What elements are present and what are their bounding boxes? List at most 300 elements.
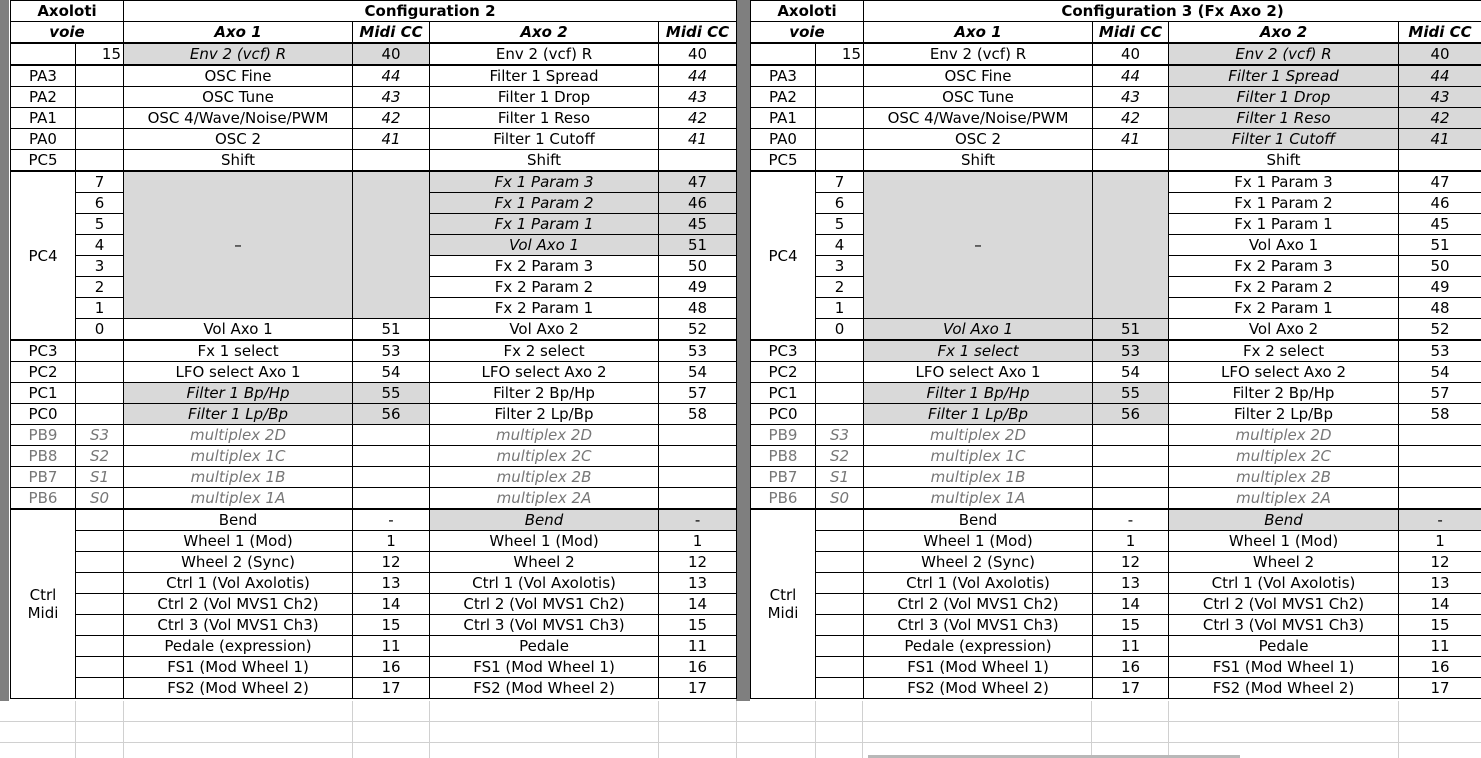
axo1-cc-cell: 16 <box>1093 657 1169 678</box>
axo1-cell: OSC Tune <box>124 87 353 108</box>
axo2-cc-cell <box>1399 150 1481 172</box>
voie-cell: S3 <box>76 425 124 446</box>
axo2-cc-cell: 54 <box>659 362 737 383</box>
voie-cell: 15 <box>816 43 864 65</box>
voie-cell <box>76 615 124 636</box>
axo2-cell: Filter 1 Drop <box>430 87 659 108</box>
empty-grid-col <box>429 701 430 758</box>
voie-cell: 2 <box>76 277 124 298</box>
empty-grid-line <box>0 742 1481 743</box>
config-title: Configuration 3 (Fx Axo 2) <box>864 1 1481 22</box>
axo1-cc-cell: 15 <box>353 615 430 636</box>
voie-cell <box>816 87 864 108</box>
axo1-cc-cell: - <box>353 509 430 531</box>
axo2-cell: Filter 2 Bp/Hp <box>430 383 659 404</box>
empty-grid-col <box>736 701 737 758</box>
voie-cell: S0 <box>76 488 124 510</box>
axo1-cell: Ctrl 2 (Vol MVS1 Ch2) <box>124 594 353 615</box>
empty-grid-line <box>0 721 1481 722</box>
pin-cell: PA0 <box>751 129 816 150</box>
voie-cell: 5 <box>76 214 124 235</box>
axo2-cc-cell: 14 <box>1399 594 1481 615</box>
axo1-cell: multiplex 2D <box>864 425 1093 446</box>
axo1-cell: Env 2 (vcf) R <box>864 43 1093 65</box>
voie-cell <box>76 636 124 657</box>
axo2-cc-cell: 49 <box>659 277 737 298</box>
axo2-cc-cell <box>659 467 737 488</box>
axo2-cell: Filter 1 Cutoff <box>430 129 659 150</box>
axo1-cc-cell: 13 <box>353 573 430 594</box>
axo1-cc-cell: 56 <box>1093 404 1169 425</box>
pin-cell: PB8 <box>11 446 76 467</box>
axo2-cell: Fx 1 Param 2 <box>1169 193 1399 214</box>
axo2-cell: Env 2 (vcf) R <box>430 43 659 65</box>
axo2-cc-cell: 46 <box>1399 193 1481 214</box>
axo1-cell: Vol Axo 1 <box>864 319 1093 341</box>
axo2-cell: Filter 1 Drop <box>1169 87 1399 108</box>
axo1-cc-cell: 13 <box>1093 573 1169 594</box>
axo1-cell: Vol Axo 1 <box>124 319 353 341</box>
axo2-cell: Fx 2 Param 1 <box>430 298 659 319</box>
pin-cell: PC3 <box>11 340 76 362</box>
axo2-cc-cell <box>659 150 737 172</box>
axo1-cell: OSC Fine <box>864 65 1093 87</box>
voie-cell <box>816 340 864 362</box>
axo1-cc-cell <box>1093 467 1169 488</box>
pin-cell: PA2 <box>11 87 76 108</box>
center-frame-bar <box>736 0 750 701</box>
pin-cell: PC2 <box>751 362 816 383</box>
axo1-cell: FS1 (Mod Wheel 1) <box>864 657 1093 678</box>
pin-cell: PA3 <box>11 65 76 87</box>
voie-cell: 7 <box>816 171 864 193</box>
axo2-cell: Fx 1 Param 1 <box>1169 214 1399 235</box>
axo2-cell: Pedale <box>430 636 659 657</box>
axo2-cell: Filter 1 Reso <box>1169 108 1399 129</box>
axo1-cell: multiplex 1C <box>864 446 1093 467</box>
axo2-cc-cell: 57 <box>1399 383 1481 404</box>
ctrl-midi-label-line: Ctrl <box>769 586 797 604</box>
axo2-cc-cell: 43 <box>659 87 737 108</box>
voie-cell <box>816 404 864 425</box>
axo2-cc-cell: 57 <box>659 383 737 404</box>
voie-cell <box>76 65 124 87</box>
axo2-cc-cell: 51 <box>659 235 737 256</box>
voie-cell: S2 <box>816 446 864 467</box>
axo2-cc-cell: 48 <box>1399 298 1481 319</box>
axo2-cell: LFO select Axo 2 <box>430 362 659 383</box>
axo1-cc-cell: 53 <box>353 340 430 362</box>
axo1-cc-cell: 40 <box>353 43 430 65</box>
axo2-cc-cell: 53 <box>1399 340 1481 362</box>
axo2-cc-cell: 47 <box>1399 171 1481 193</box>
pin-cell: PB9 <box>11 425 76 446</box>
axo1-cell: Filter 1 Lp/Bp <box>864 404 1093 425</box>
axo1-cc-cell: 54 <box>1093 362 1169 383</box>
axo1-cell: FS2 (Mod Wheel 2) <box>864 678 1093 699</box>
axo2-cc-cell: 12 <box>659 552 737 573</box>
axo2-cell: multiplex 2B <box>430 467 659 488</box>
axo1-cell: LFO select Axo 1 <box>864 362 1093 383</box>
axo2-cell: Filter 2 Lp/Bp <box>1169 404 1399 425</box>
axo2-cc-cell: 14 <box>659 594 737 615</box>
pin-cell: PB7 <box>751 467 816 488</box>
voie-cell <box>816 552 864 573</box>
axo2-cc-cell: 49 <box>1399 277 1481 298</box>
axo1-cc-cell: 43 <box>353 87 430 108</box>
axo1-cc-cell: 12 <box>353 552 430 573</box>
axo2-cc-cell <box>659 488 737 510</box>
voie-cell: 3 <box>76 256 124 277</box>
axo1-cell: – <box>864 171 1093 319</box>
axo1-cc-cell <box>1093 446 1169 467</box>
voie-cell: 6 <box>816 193 864 214</box>
axo2-cc-cell: 16 <box>659 657 737 678</box>
voie-cell: 4 <box>816 235 864 256</box>
voie-cell <box>76 573 124 594</box>
axo1-cell: multiplex 2D <box>124 425 353 446</box>
pin-cell: PA3 <box>751 65 816 87</box>
axo2-cc-cell: 52 <box>1399 319 1481 341</box>
axo1-cell: Wheel 2 (Sync) <box>864 552 1093 573</box>
axo1-cell: multiplex 1B <box>864 467 1093 488</box>
axo1-cell: OSC 4/Wave/Noise/PWM <box>124 108 353 129</box>
axo2-cell: Ctrl 1 (Vol Axolotis) <box>1169 573 1399 594</box>
axo2-cc-cell <box>659 425 737 446</box>
axo2-cell: Fx 2 Param 3 <box>430 256 659 277</box>
voie-cell <box>76 594 124 615</box>
axo1-cc-cell: 14 <box>353 594 430 615</box>
axo2-cell: Bend <box>1169 509 1399 531</box>
axo2-cc-cell: 53 <box>659 340 737 362</box>
voie-cell <box>76 509 124 531</box>
axo2-cell: FS2 (Mod Wheel 2) <box>430 678 659 699</box>
pin-cell: PC4 <box>751 171 816 340</box>
axo1-cell: Filter 1 Bp/Hp <box>124 383 353 404</box>
axo2-cc-cell <box>1399 467 1481 488</box>
voie-cell <box>816 678 864 699</box>
axo2-cc-cell: 13 <box>1399 573 1481 594</box>
axo1-cc-cell <box>1093 425 1169 446</box>
axo2-cell: Ctrl 2 (Vol MVS1 Ch2) <box>1169 594 1399 615</box>
axo1-cell: multiplex 1B <box>124 467 353 488</box>
axo2-cell: Filter 2 Lp/Bp <box>430 404 659 425</box>
axo2-cc-cell: 15 <box>659 615 737 636</box>
axo2-cc-cell: 45 <box>659 214 737 235</box>
empty-grid-col <box>352 701 353 758</box>
midi-cc-header: Midi CC <box>1399 22 1481 44</box>
ctrl-midi-label <box>11 509 76 699</box>
axo2-cell: Ctrl 1 (Vol Axolotis) <box>430 573 659 594</box>
empty-grid-col <box>123 701 124 758</box>
pin-cell: PC0 <box>11 404 76 425</box>
axo2-cell: Pedale <box>1169 636 1399 657</box>
pin-cell: PA2 <box>751 87 816 108</box>
voie-cell <box>76 383 124 404</box>
axo2-cell: Vol Axo 1 <box>430 235 659 256</box>
voie-cell: 15 <box>76 43 124 65</box>
voie-cell <box>816 509 864 531</box>
axo1-cell: OSC Fine <box>124 65 353 87</box>
empty-grid-col <box>1398 701 1399 758</box>
axo1-cell: Shift <box>864 150 1093 172</box>
axo1-cell: FS1 (Mod Wheel 1) <box>124 657 353 678</box>
axo2-cc-cell: 42 <box>659 108 737 129</box>
axo2-cell: multiplex 2A <box>1169 488 1399 510</box>
axo1-cc-cell: 11 <box>1093 636 1169 657</box>
midi-cc-header: Midi CC <box>659 22 737 44</box>
axo1-cc-cell: 41 <box>1093 129 1169 150</box>
axo1-cell: Filter 1 Lp/Bp <box>124 404 353 425</box>
voie-cell <box>76 657 124 678</box>
axo2-cell: multiplex 2C <box>1169 446 1399 467</box>
voie-cell <box>816 108 864 129</box>
axo2-cell: Vol Axo 2 <box>430 319 659 341</box>
axo1-cell: FS2 (Mod Wheel 2) <box>124 678 353 699</box>
axo1-cell: multiplex 1A <box>864 488 1093 510</box>
pin-cell: PC1 <box>11 383 76 404</box>
axo2-cc-cell: 46 <box>659 193 737 214</box>
axo1-cell: Wheel 2 (Sync) <box>124 552 353 573</box>
axo2-cc-cell: 42 <box>1399 108 1481 129</box>
axo1-header: Axo 1 <box>124 22 353 44</box>
axo2-header: Axo 2 <box>430 22 659 44</box>
empty-grid-col <box>1091 701 1092 758</box>
voie-header: voie <box>11 22 124 44</box>
axo1-cell: multiplex 1C <box>124 446 353 467</box>
pin-cell: PB9 <box>751 425 816 446</box>
axo1-cell: Ctrl 1 (Vol Axolotis) <box>864 573 1093 594</box>
axo2-cc-cell: 1 <box>1399 531 1481 552</box>
axo1-cell: Wheel 1 (Mod) <box>124 531 353 552</box>
axo1-cell: Fx 1 select <box>864 340 1093 362</box>
axo1-cc-cell <box>1093 171 1169 319</box>
axo2-cc-cell <box>659 446 737 467</box>
pin-cell: PA0 <box>11 129 76 150</box>
axo2-cc-cell: 58 <box>1399 404 1481 425</box>
axo2-cell: Ctrl 3 (Vol MVS1 Ch3) <box>1169 615 1399 636</box>
axo1-cell: OSC 4/Wave/Noise/PWM <box>864 108 1093 129</box>
voie-cell: 0 <box>816 319 864 341</box>
axo1-cc-cell: 15 <box>1093 615 1169 636</box>
axo1-cc-cell <box>1093 488 1169 510</box>
axo1-cc-cell: - <box>1093 509 1169 531</box>
axo2-cell: multiplex 2D <box>430 425 659 446</box>
axo1-cc-cell: 54 <box>353 362 430 383</box>
axo2-cell: Ctrl 2 (Vol MVS1 Ch2) <box>430 594 659 615</box>
axo2-cc-cell: 16 <box>1399 657 1481 678</box>
axo2-cc-cell: 51 <box>1399 235 1481 256</box>
axo2-cc-cell: 47 <box>659 171 737 193</box>
axoloti-header: Axoloti <box>11 1 124 22</box>
voie-cell <box>816 65 864 87</box>
axo2-cell: Fx 1 Param 2 <box>430 193 659 214</box>
pin-cell: PC5 <box>751 150 816 172</box>
axo1-cc-cell: 55 <box>1093 383 1169 404</box>
axo1-cc-cell: 14 <box>1093 594 1169 615</box>
axo2-cell: Fx 2 Param 2 <box>430 277 659 298</box>
axo1-cc-cell: 51 <box>353 319 430 341</box>
axo1-cc-cell: 1 <box>353 531 430 552</box>
axo2-cell: LFO select Axo 2 <box>1169 362 1399 383</box>
pin-cell: PA1 <box>751 108 816 129</box>
axo2-cell: multiplex 2B <box>1169 467 1399 488</box>
axo2-cc-cell: 50 <box>659 256 737 277</box>
axo2-cell: FS1 (Mod Wheel 1) <box>1169 657 1399 678</box>
axo2-cc-cell: 1 <box>659 531 737 552</box>
pin-cell: PB6 <box>11 488 76 510</box>
axo1-cell: – <box>124 171 353 319</box>
axo2-cell: Fx 1 Param 1 <box>430 214 659 235</box>
axo1-cell: Pedale (expression) <box>864 636 1093 657</box>
axo1-cc-cell <box>353 446 430 467</box>
axo1-cc-cell: 11 <box>353 636 430 657</box>
axo2-cell: Wheel 2 <box>430 552 659 573</box>
axo2-cell: multiplex 2C <box>430 446 659 467</box>
axo2-header: Axo 2 <box>1169 22 1399 44</box>
pin-cell <box>11 43 76 65</box>
axoloti-header: Axoloti <box>751 1 864 22</box>
midi-cc-header: Midi CC <box>1093 22 1169 44</box>
pin-cell: PC2 <box>11 362 76 383</box>
axo2-cell: Ctrl 3 (Vol MVS1 Ch3) <box>430 615 659 636</box>
axo2-cell: Env 2 (vcf) R <box>1169 43 1399 65</box>
pin-cell: PC0 <box>751 404 816 425</box>
axo2-cell: Shift <box>430 150 659 172</box>
axo1-cell: LFO select Axo 1 <box>124 362 353 383</box>
pin-cell: PC5 <box>11 150 76 172</box>
voie-cell <box>816 594 864 615</box>
axo2-cc-cell: 45 <box>1399 214 1481 235</box>
voie-cell <box>76 340 124 362</box>
axo1-cell: Env 2 (vcf) R <box>124 43 353 65</box>
pin-cell: PB6 <box>751 488 816 510</box>
axo1-cell: multiplex 1A <box>124 488 353 510</box>
voie-cell: 6 <box>76 193 124 214</box>
axo1-cc-cell: 41 <box>353 129 430 150</box>
axo2-cc-cell: - <box>659 509 737 531</box>
axo1-cc-cell <box>353 425 430 446</box>
empty-grid-col <box>815 701 816 758</box>
voie-cell: 5 <box>816 214 864 235</box>
axo1-cell: OSC Tune <box>864 87 1093 108</box>
axo1-cc-cell: 17 <box>353 678 430 699</box>
voie-cell: 3 <box>816 256 864 277</box>
axo1-cc-cell: 17 <box>1093 678 1169 699</box>
empty-grid-col <box>658 701 659 758</box>
voie-cell <box>76 531 124 552</box>
ctrl-midi-label-line: Midi <box>27 604 59 622</box>
voie-cell: S1 <box>76 467 124 488</box>
voie-cell: 1 <box>76 298 124 319</box>
axo1-cc-cell: 42 <box>1093 108 1169 129</box>
axo2-cc-cell: - <box>1399 509 1481 531</box>
axo1-cell: OSC 2 <box>864 129 1093 150</box>
axo1-cell: Ctrl 2 (Vol MVS1 Ch2) <box>864 594 1093 615</box>
axo2-cc-cell: 11 <box>1399 636 1481 657</box>
midi-cc-header: Midi CC <box>353 22 430 44</box>
voie-cell <box>76 678 124 699</box>
axo2-cell: Fx 2 Param 2 <box>1169 277 1399 298</box>
axo2-cc-cell: 41 <box>1399 129 1481 150</box>
axo2-cell: multiplex 2D <box>1169 425 1399 446</box>
pin-cell: PB7 <box>11 467 76 488</box>
voie-cell: 4 <box>76 235 124 256</box>
axo2-cell: Filter 1 Cutoff <box>1169 129 1399 150</box>
axo1-cc-cell <box>353 467 430 488</box>
axo2-cc-cell: 12 <box>1399 552 1481 573</box>
axo1-cell: Shift <box>124 150 353 172</box>
axo1-cell: OSC 2 <box>124 129 353 150</box>
axo2-cell: Fx 1 Param 3 <box>1169 171 1399 193</box>
axo2-cc-cell: 52 <box>659 319 737 341</box>
pin-cell: PC4 <box>11 171 76 340</box>
axo2-cell: Wheel 1 (Mod) <box>430 531 659 552</box>
axo2-cell: Vol Axo 2 <box>1169 319 1399 341</box>
axo2-cell: Wheel 1 (Mod) <box>1169 531 1399 552</box>
axo2-cell: Filter 1 Spread <box>1169 65 1399 87</box>
voie-cell: 0 <box>76 319 124 341</box>
axo1-cell: Ctrl 3 (Vol MVS1 Ch3) <box>864 615 1093 636</box>
axo2-cell: Fx 2 Param 1 <box>1169 298 1399 319</box>
axo1-cc-cell: 43 <box>1093 87 1169 108</box>
axo2-cc-cell: 58 <box>659 404 737 425</box>
axo2-cc-cell <box>1399 425 1481 446</box>
axo1-cc-cell: 56 <box>353 404 430 425</box>
axo2-cc-cell: 17 <box>1399 678 1481 699</box>
voie-cell: S1 <box>816 467 864 488</box>
config-2-table <box>10 0 737 699</box>
axo2-cc-cell: 17 <box>659 678 737 699</box>
axo2-cell: Fx 2 select <box>1169 340 1399 362</box>
left-frame-bar <box>0 0 9 701</box>
axo1-cell: Wheel 1 (Mod) <box>864 531 1093 552</box>
voie-cell: S2 <box>76 446 124 467</box>
voie-cell: 2 <box>816 277 864 298</box>
axo2-cell: FS2 (Mod Wheel 2) <box>1169 678 1399 699</box>
empty-grid-col <box>862 701 863 758</box>
axo1-cc-cell <box>1093 150 1169 172</box>
pin-cell: PB8 <box>751 446 816 467</box>
axo1-cell: Bend <box>124 509 353 531</box>
axo1-cell: Filter 1 Bp/Hp <box>864 383 1093 404</box>
axo2-cc-cell <box>1399 488 1481 510</box>
axo1-header: Axo 1 <box>864 22 1093 44</box>
voie-cell: S3 <box>816 425 864 446</box>
voie-cell <box>816 383 864 404</box>
voie-header: voie <box>751 22 864 44</box>
pin-cell: PC3 <box>751 340 816 362</box>
axo2-cell: Shift <box>1169 150 1399 172</box>
ctrl-midi-label-line: Ctrl <box>29 586 57 604</box>
ctrl-midi-label <box>751 509 816 699</box>
voie-cell <box>76 129 124 150</box>
axo1-cell: Bend <box>864 509 1093 531</box>
voie-cell: S0 <box>816 488 864 510</box>
axo2-cc-cell: 50 <box>1399 256 1481 277</box>
pin-cell: PC1 <box>751 383 816 404</box>
voie-cell <box>76 404 124 425</box>
axo2-cell: Fx 1 Param 3 <box>430 171 659 193</box>
ctrl-midi-label-line: Midi <box>767 604 799 622</box>
axo2-cc-cell: 41 <box>659 129 737 150</box>
pin-cell <box>751 43 816 65</box>
axo2-cell: Filter 2 Bp/Hp <box>1169 383 1399 404</box>
axo2-cc-cell: 40 <box>659 43 737 65</box>
axo2-cc-cell <box>1399 446 1481 467</box>
axo2-cell: Bend <box>430 509 659 531</box>
axo1-cc-cell: 40 <box>1093 43 1169 65</box>
